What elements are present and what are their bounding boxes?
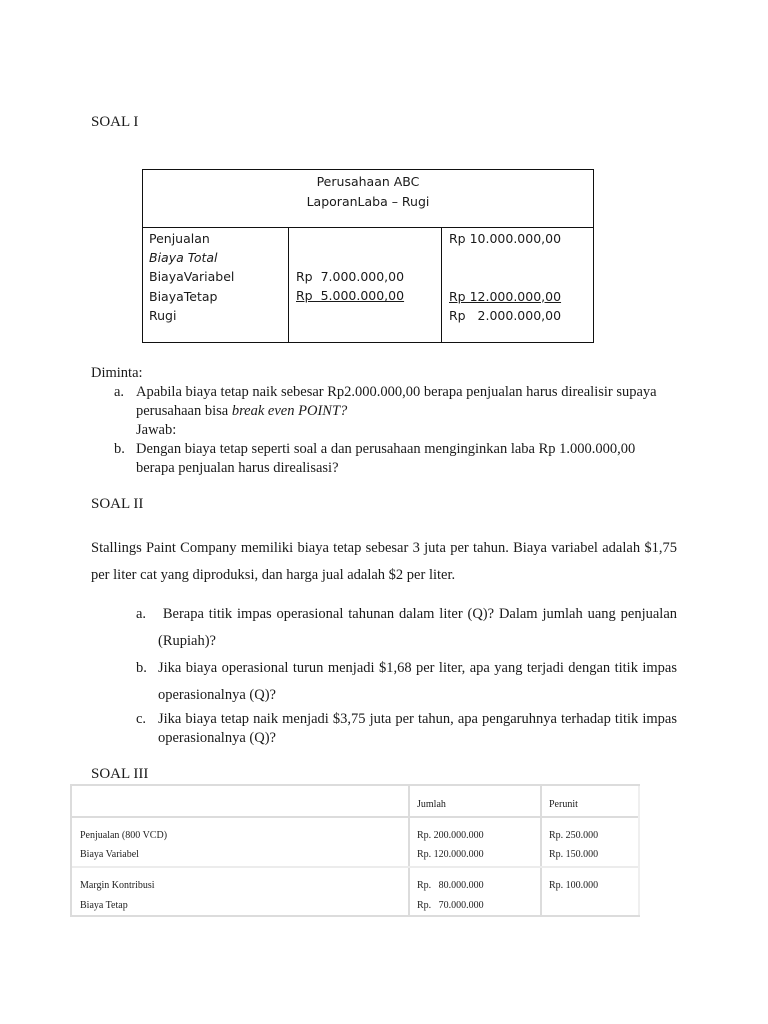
header-perunit: Perunit bbox=[549, 799, 578, 810]
row-label: Margin Kontribusi bbox=[80, 880, 155, 891]
soal-1-heading: SOAL I bbox=[91, 114, 139, 130]
item-text: Apabila biaya tetap naik sebesar Rp2.000.000,00 berapa penjualan harus direalisir supaya perusahaan bisa bbox=[136, 384, 657, 419]
total-column bbox=[442, 228, 593, 342]
row-jumlah: Rp. 80.000.000 bbox=[417, 880, 484, 891]
value-biaya-tetap: Rp 5.000.000,00 bbox=[296, 288, 405, 304]
row-label: Biaya Tetap bbox=[80, 900, 128, 911]
row-label: Biaya Variabel bbox=[80, 849, 139, 860]
row-label: Penjualan (800 VCD) bbox=[80, 830, 168, 841]
contribution-table bbox=[70, 784, 640, 917]
header-jumlah: Jumlah bbox=[417, 799, 446, 810]
value-penjualan: Rp 10.000.000,00 bbox=[449, 231, 562, 246]
label-biaya-variabel: BiayaVariabel bbox=[149, 269, 235, 285]
list-marker: b. bbox=[136, 660, 147, 676]
report-title: LaporanLaba – Rugi bbox=[306, 193, 430, 209]
diminta-label: Diminta: bbox=[91, 365, 143, 381]
label-biaya-tetap: BiayaTetap bbox=[149, 288, 218, 304]
income-statement-table bbox=[142, 169, 594, 343]
list-marker: a. bbox=[114, 384, 125, 400]
row-perunit: Rp. 250.000 bbox=[549, 830, 599, 841]
row-perunit: Rp. 150.000 bbox=[549, 849, 599, 860]
soal-2-heading: SOAL II bbox=[91, 496, 144, 512]
value-biaya-total: Rp 12.000.000,00 bbox=[449, 288, 562, 304]
list-item: Jika biaya tetap naik menjadi $3,75 juta per tahun, apa pengaruhnya terhadap titik impas operasionalnya (Q)? bbox=[158, 711, 677, 746]
list-marker: c. bbox=[136, 711, 147, 727]
list-item: Berapa titik impas operasional tahunan dalam liter (Q)? Dalam jumlah uang penjualan (Rupiah)? bbox=[158, 606, 681, 649]
value-biaya-variabel: Rp 7.000.000,00 bbox=[296, 269, 405, 284]
list-marker: b. bbox=[114, 441, 125, 457]
item-text-italic: break even POINT? bbox=[231, 403, 348, 419]
row-jumlah: Rp. 200.000.000 bbox=[417, 830, 484, 841]
row-jumlah: Rp. 70.000.000 bbox=[417, 900, 484, 911]
label-biaya-total: Biaya Total bbox=[149, 250, 218, 266]
list-item: Dengan biaya tetap seperti soal a dan perusahaan menginginkan laba Rp 1.000.000,00 berapa penjualan harus direalisasi? bbox=[136, 441, 636, 476]
value-rugi: Rp 2.000.000,00 bbox=[449, 307, 562, 323]
detail-column bbox=[289, 228, 442, 342]
row-perunit: Rp. 100.000 bbox=[549, 880, 599, 891]
company-name: Perusahaan ABC bbox=[316, 174, 420, 189]
soal-3-heading: SOAL III bbox=[91, 766, 149, 782]
label-column bbox=[143, 228, 289, 342]
label-penjualan: Penjualan bbox=[149, 231, 210, 246]
soal-2-paragraph: Stallings Paint Company memiliki biaya tetap sebesar 3 juta per tahun. Biaya variabel adalah $1,75 per liter cat yang diproduksi, dan harga jual adalah $2 per liter. bbox=[91, 540, 677, 583]
table-header bbox=[143, 170, 593, 228]
label-rugi: Rugi bbox=[149, 307, 177, 323]
list-item: Jika biaya operasional turun menjadi $1,68 per liter, apa yang terjadi dengan titik impas operasionalnya (Q)? bbox=[158, 660, 677, 703]
jawab-label: Jawab: bbox=[136, 422, 177, 438]
list-item bbox=[136, 383, 677, 440]
list-marker: a. bbox=[136, 606, 147, 622]
row-jumlah: Rp. 120.000.000 bbox=[417, 849, 484, 860]
